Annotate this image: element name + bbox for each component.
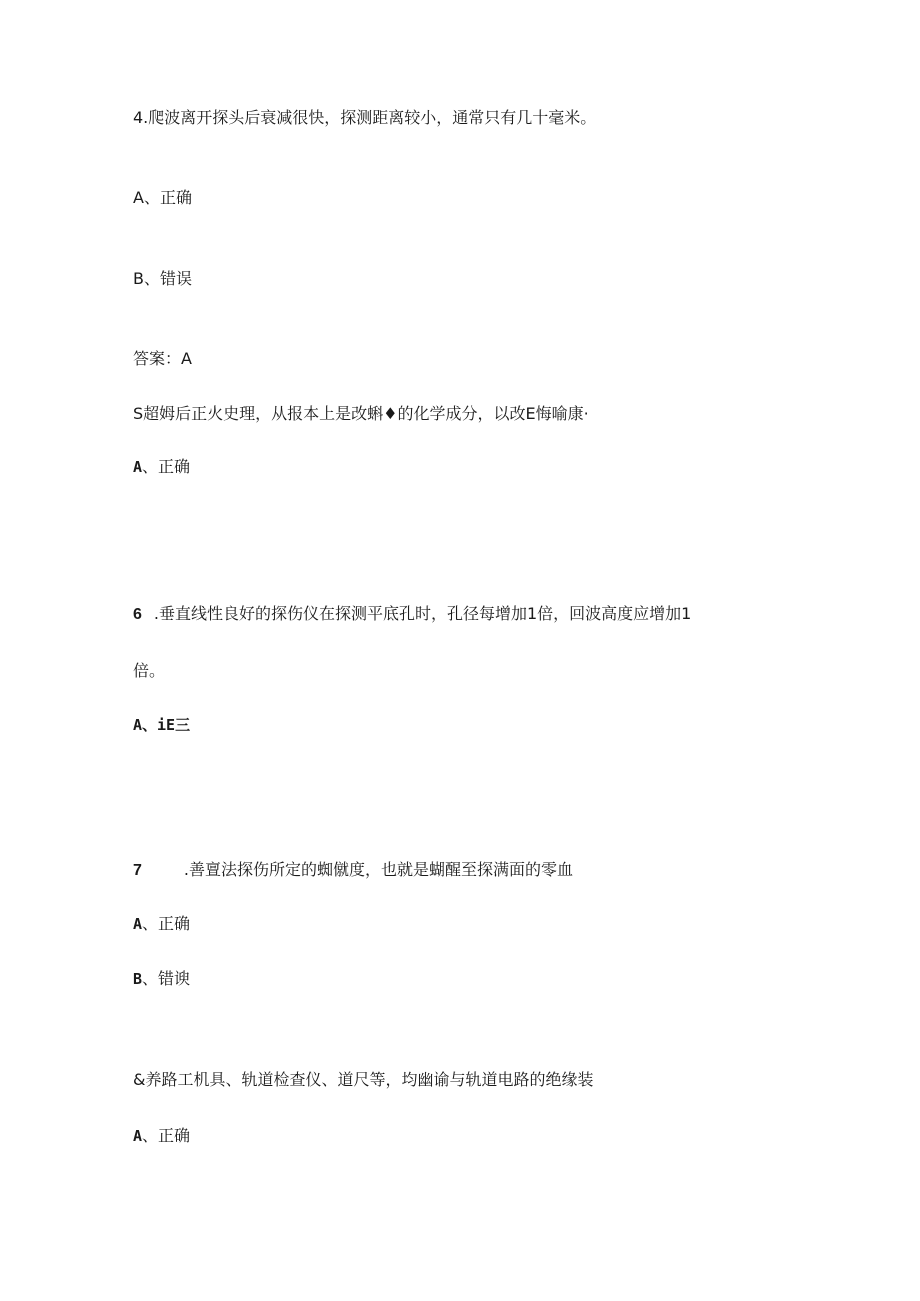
question-number: 7: [133, 862, 142, 879]
question-7-option-a: [133, 913, 190, 935]
question-8-text: &养路工机具、轨道检查仪、道尺等，均幽谕与轨道电路的绝缘装: [133, 1070, 594, 1089]
option-label: B: [133, 970, 143, 988]
question-4-option-b: B、错误: [133, 269, 192, 288]
option-text: 、正确: [142, 1126, 191, 1145]
option-text: 、错谀: [142, 969, 191, 988]
question-number: 6: [133, 606, 142, 623]
option-text: 、正确: [142, 914, 191, 933]
option-label: A: [133, 458, 143, 476]
question-body: .善亶法探伤所定的蜘僦度，也就是蝴醒至探满面的零血: [183, 860, 573, 879]
option-label: A: [133, 915, 143, 933]
option-text: 、正确: [142, 457, 191, 476]
question-6-text-continued: 倍。: [133, 661, 166, 680]
option-text: 、iE三: [142, 716, 191, 734]
question-7-option-b: [133, 968, 190, 990]
question-4-answer: 答案：A: [133, 349, 192, 368]
question-6-option-a: [133, 714, 190, 736]
question-4-option-a: A、正确: [133, 188, 192, 207]
question-5-text: S超姆后正火史理，从报本上是改蝌♦的化学成分，以改E悔喻康·: [133, 404, 589, 423]
question-7-text: [133, 859, 573, 882]
question-8-option-a: [133, 1125, 190, 1147]
question-5-option-a: [133, 456, 190, 478]
question-4-text: 4.爬波离开探头后衰减很快，探测距离较小，通常只有几十毫米。: [133, 108, 597, 127]
option-label: A: [133, 716, 143, 734]
question-body: .垂直线性良好的探伤仪在探测平底孔时，孔径每增加1倍，回波高度应增加1: [153, 604, 692, 623]
option-label: A: [133, 1127, 143, 1145]
question-6-text: [133, 603, 691, 626]
